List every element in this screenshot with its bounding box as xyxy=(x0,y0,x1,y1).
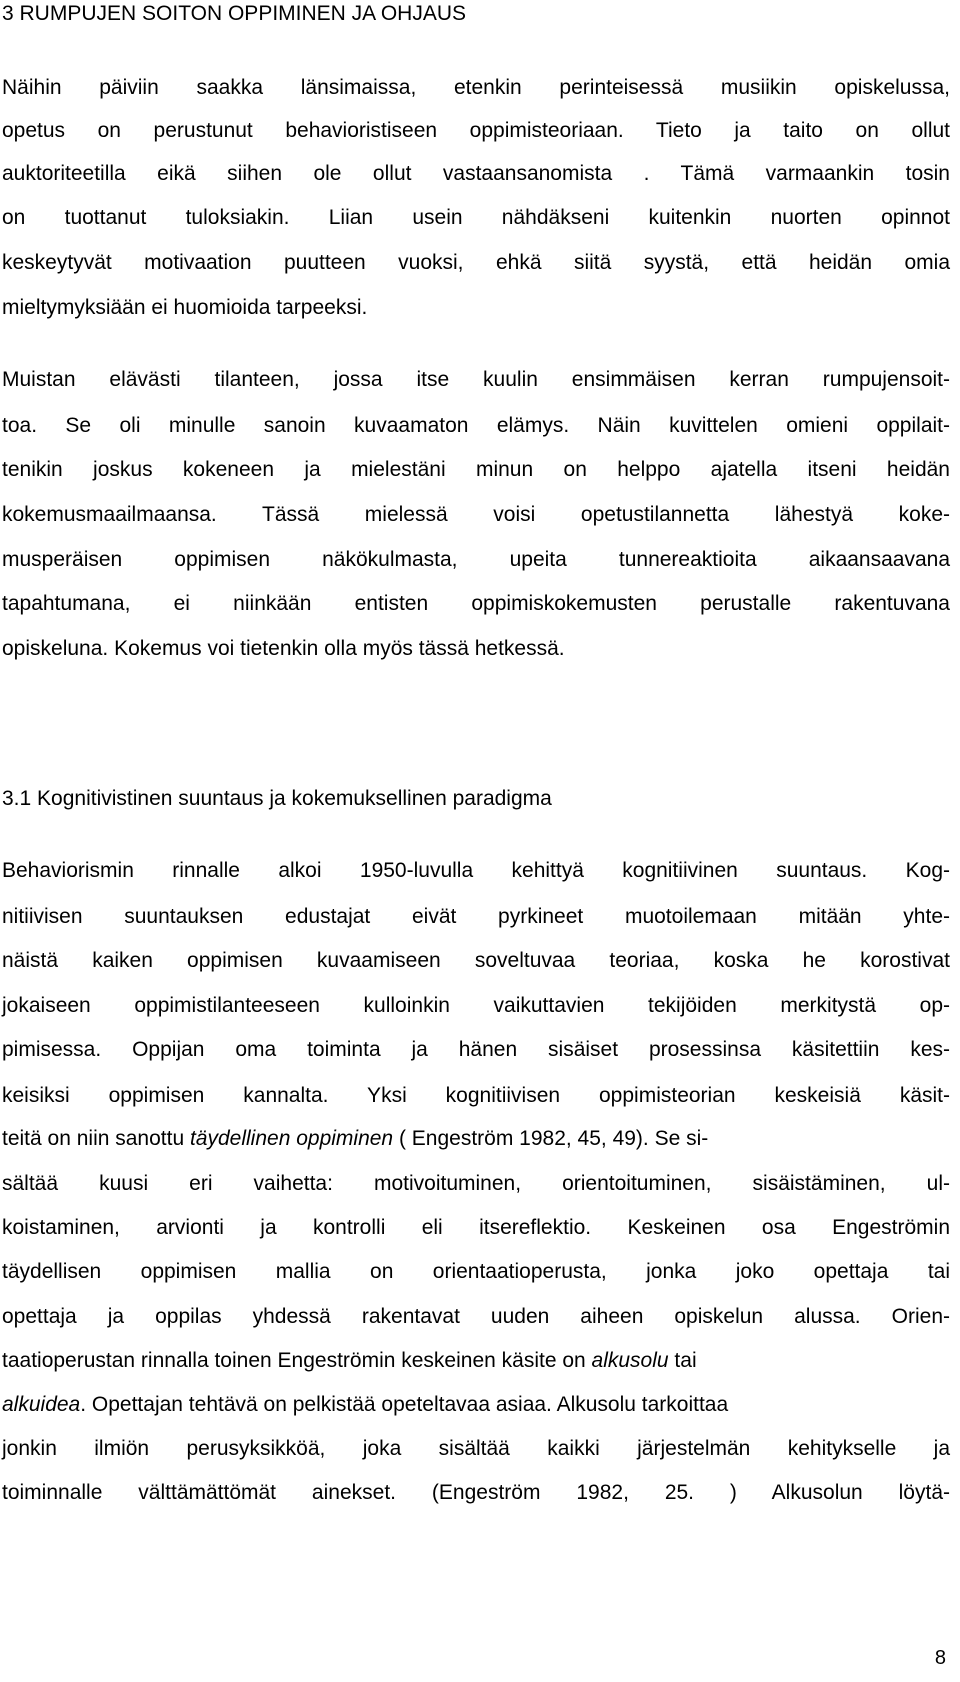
text-line: keisiksi oppimisen kannalta. Yksi kognitiivisen oppimisteorian keskeisiä käsit- xyxy=(2,1084,950,1107)
text-line: tapahtumana, ei niinkään entisten oppimiskokemusten perustalle rakentuvana xyxy=(2,592,950,615)
text-line: toiminnalle välttämättömät ainekset. (Engeström 1982, 25. ) Alkusolun löytä- xyxy=(2,1481,950,1504)
text-line: nitiivisen suuntauksen edustajat eivät pyrkineet muotoilemaan mitään yhte- xyxy=(2,905,950,928)
text-segment: ( Engeström 1982, 45, 49). Se si- xyxy=(393,1127,709,1150)
italic-term: alkuidea xyxy=(2,1393,81,1416)
text-segment: tai xyxy=(668,1349,697,1372)
section-heading: 3 RUMPUJEN SOITON OPPIMINEN JA OHJAUS xyxy=(2,2,467,25)
text-line: koistaminen, arvionti ja kontrolli eli itsereflektio. Keskeinen osa Engeströmin xyxy=(2,1216,950,1239)
text-line xyxy=(2,1392,728,1418)
text-line: näistä kaiken oppimisen kuvaamiseen soveltuvaa teoriaa, koska he korostivat xyxy=(2,949,950,972)
text-line xyxy=(2,1348,697,1374)
text-line: tenikin joskus kokeneen ja mielestäni minun on helppo ajatella itseni heidän xyxy=(2,458,950,481)
text-line: Näihin päiviin saakka länsimaissa, etenkin perinteisessä musiikin opiskelussa, xyxy=(2,76,950,99)
text-line: musperäisen oppimisen näkökulmasta, upeita tunnereaktioita aikaansaavana xyxy=(2,548,950,571)
text-line: opettaja ja oppilas yhdessä rakentavat uuden aiheen opiskelun alussa. Orien- xyxy=(2,1305,950,1328)
text-line: opiskeluna. Kokemus voi tietenkin olla myös tässä hetkessä. xyxy=(2,637,565,660)
italic-term: alkusolu xyxy=(591,1349,669,1372)
text-line: auktoriteetilla eikä siihen ole ollut vastaansanomista . Tämä varmaankin tosin xyxy=(2,162,950,185)
text-line: täydellisen oppimisen mallia on orientaatioperusta, jonka joko opettaja tai xyxy=(2,1260,950,1283)
italic-term: täydellinen oppiminen xyxy=(189,1127,394,1150)
text-segment: . Opettajan tehtävä on pelkistää opeteltavaa asiaa. Alkusolu tarkoittaa xyxy=(80,1393,729,1416)
text-line: mieltymyksiään ei huomioida tarpeeksi. xyxy=(2,296,368,319)
text-line: Muistan elävästi tilanteen, jossa itse kuulin ensimmäisen kerran rumpujensoit- xyxy=(2,368,950,391)
text-line: Behaviorismin rinnalle alkoi 1950-luvulla kehittyä kognitiivinen suuntaus. Kog- xyxy=(2,859,950,882)
text-line: on tuottanut tuloksiakin. Liian usein nähdäkseni kuitenkin nuorten opinnot xyxy=(2,206,950,229)
text-segment: taatioperustan rinnalla toinen Engeströmin keskeinen käsite on xyxy=(2,1349,592,1372)
text-line: jokaiseen oppimistilanteeseen kulloinkin vaikuttavien tekijöiden merkitystä op- xyxy=(2,994,950,1017)
subsection-heading: 3.1 Kognitivistinen suuntaus ja kokemuksellinen paradigma xyxy=(2,787,552,810)
text-line xyxy=(2,1126,708,1152)
text-line: kokemusmaailmaansa. Tässä mielessä voisi opetustilannetta lähestyä koke- xyxy=(2,503,950,526)
text-line: sältää kuusi eri vaihetta: motivoituminen, orientoituminen, sisäistäminen, ul- xyxy=(2,1172,950,1195)
text-line: pimisessa. Oppijan oma toiminta ja hänen sisäiset prosessinsa käsitettiin kes- xyxy=(2,1038,950,1061)
text-line: opetus on perustunut behavioristiseen oppimisteoriaan. Tieto ja taito on ollut xyxy=(2,119,950,142)
text-line: jonkin ilmiön perusyksikköä, joka sisältää kaikki järjestelmän kehitykselle ja xyxy=(2,1437,950,1460)
text-segment: teitä on niin sanottu xyxy=(2,1127,190,1150)
page-number: 8 xyxy=(934,1647,946,1669)
text-line: keskeytyvät motivaation puutteen vuoksi, ehkä siitä syystä, että heidän omia xyxy=(2,251,950,274)
text-line: toa. Se oli minulle sanoin kuvaamaton elämys. Näin kuvittelen omieni oppilait- xyxy=(2,414,950,437)
